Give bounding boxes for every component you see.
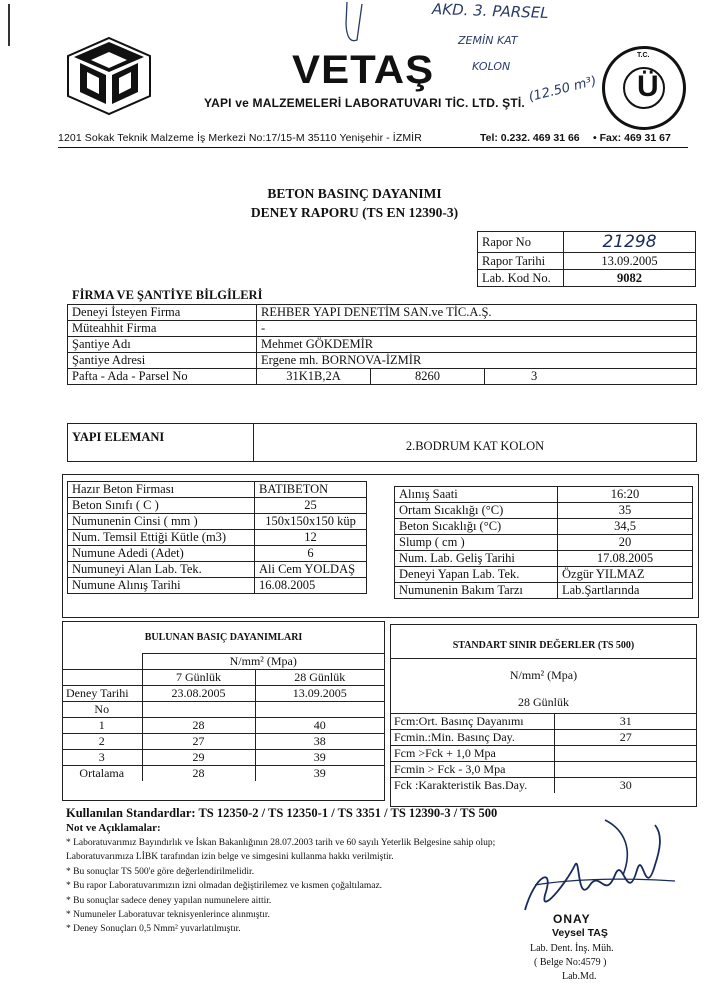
firm-row-label: Şantiye Adresi (68, 353, 257, 369)
handwritten-note-parcel: AKD. 3. PARSEL (431, 0, 549, 23)
col-28day-header: 28 Günlük (255, 670, 385, 686)
approver-name: Veysel TAŞ (552, 927, 608, 939)
table-row (62, 734, 385, 750)
company-fax: • Fax: 469 31 67 (593, 132, 671, 144)
col-7day-header: 7 Günlük (142, 670, 255, 686)
test-date-28: 13.09.2005 (255, 686, 385, 702)
standards-used: Kullanılan Standardlar: TS 12350-2 / TS 12350-1 / TS 3351 / TS 12390-3 / TS 500 (66, 806, 498, 820)
limits-table (390, 713, 697, 793)
firm-row-value: - (257, 321, 697, 337)
header-divider (58, 147, 688, 148)
concrete-label: Numunenin Cinsi ( mm ) (68, 514, 255, 530)
test-date-label: Deney Tarihi (62, 686, 142, 702)
limit-label: Fcm >Fck + 1,0 Mpa (390, 746, 554, 762)
firm-row-value: REHBER YAPI DENETİM SAN.ve TİC.A.Ş. (257, 305, 697, 321)
concrete-value: 16:20 (558, 487, 693, 503)
limit-value: 31 (554, 714, 697, 730)
table-row (390, 714, 697, 730)
firm-row-label: Şantiye Adı (68, 337, 257, 353)
concrete-value: Ali Cem YOLDAŞ (255, 562, 367, 578)
concrete-label: Slump ( cm ) (395, 535, 558, 551)
approval-title: ONAY (553, 912, 591, 926)
report-no-label: Rapor No (478, 232, 564, 253)
report-date-value: 13.09.2005 (564, 253, 696, 270)
signature (505, 815, 685, 925)
company-fullname: YAPI ve MALZEMELERİ LABORATUVARI TİC. LTD. ŞTİ. (204, 96, 525, 110)
table-row (390, 746, 697, 762)
report-date-label: Rapor Tarihi (478, 253, 564, 270)
strength-28day: 39 (255, 750, 385, 766)
concrete-label: Beton Sıcaklığı (°C) (395, 519, 558, 535)
parcel-label: Pafta - Ada - Parsel No (68, 369, 257, 385)
firm-section-heading: FİRMA VE ŞANTİYE BİLGİLERİ (72, 288, 263, 302)
concrete-value: 25 (255, 498, 367, 514)
report-info-table (477, 231, 696, 287)
vetas-cube-logo (66, 36, 152, 116)
strength-7day: 29 (142, 750, 255, 766)
pafta-value: 31K1B,2A (257, 369, 371, 385)
limits-title: STANDART SINIR DEĞERLER (TS 500) (452, 640, 635, 651)
sample-no: 3 (62, 750, 142, 766)
concrete-value: 6 (255, 546, 367, 562)
concrete-label: Numune Alınış Tarihi (68, 578, 255, 594)
report-no-value: 21298 (564, 232, 696, 253)
strength-table (62, 653, 385, 781)
concrete-label: Ortam Sıcaklığı (°C) (395, 503, 558, 519)
concrete-value: Özgür YILMAZ (558, 567, 693, 583)
firm-row-value: Mehmet GÖKDEMİR (257, 337, 697, 353)
concrete-label: Numuneyi Alan Lab. Tek. (68, 562, 255, 578)
strength-28day: 40 (255, 718, 385, 734)
concrete-label: Beton Sınıfı ( C ) (68, 498, 255, 514)
concrete-label: Hazır Beton Firması (68, 482, 255, 498)
firm-info-table (67, 304, 697, 385)
strength-28day: 38 (255, 734, 385, 750)
table-row (390, 730, 697, 746)
company-address: 1201 Sokak Teknik Malzeme İş Merkezi No:17/15-M 35110 Yenişehir - İZMİR (58, 132, 422, 144)
concrete-label: Alınış Saati (395, 487, 558, 503)
note-item: * Bu sonuçlar TS 500'e göre değerlendirilmelidir. (66, 866, 255, 877)
company-logo-text: VETAŞ (292, 48, 435, 92)
sample-no: 2 (62, 734, 142, 750)
limit-value (554, 746, 697, 762)
concrete-label: Numunenin Bakım Tarzı (395, 583, 558, 599)
strength-unit: N/mm² (Mpa) (142, 654, 385, 670)
concrete-value: 17.08.2005 (558, 551, 693, 567)
table-row (62, 718, 385, 734)
handwritten-note-floor: ZEMİN KAT (458, 34, 518, 47)
limit-value: 27 (554, 730, 697, 746)
firm-row-value: Ergene mh. BORNOVA-İZMİR (257, 353, 697, 369)
lab-code-value: 9082 (564, 270, 696, 287)
concrete-value: 20 (558, 535, 693, 551)
table-row (390, 778, 697, 794)
report-title-line1: BETON BASINÇ DAYANIMI (267, 186, 442, 201)
concrete-label: Num. Temsil Ettiği Kütle (m3) (68, 530, 255, 546)
concrete-label: Deneyi Yapan Lab. Tek. (395, 567, 558, 583)
approver-title: Lab. Dent. İnş. Müh. (530, 943, 614, 954)
scan-mark (8, 4, 10, 46)
ada-value: 8260 (371, 369, 485, 385)
concrete-left-table (67, 481, 367, 594)
limits-period: 28 Günlük (518, 695, 569, 709)
parsel-value: 3 (485, 369, 697, 385)
concrete-value: BATIBETON (255, 482, 367, 498)
table-row (62, 750, 385, 766)
note-item: * Bu rapor Laboratuvarımızın izni olmadan değiştirilemez ve kısmen çoğaltılamaz. (66, 881, 383, 892)
limit-label: Fcm:Ort. Basınç Dayanımı (390, 714, 554, 730)
average-7day: 28 (142, 766, 255, 782)
average-label: Ortalama (62, 766, 142, 782)
concrete-value: 12 (255, 530, 367, 546)
approver-role: Lab.Md. (562, 971, 597, 982)
note-item: * Numuneler Laboratuvar teknisyenlerince alınmıştır. (66, 910, 270, 921)
concrete-value: 35 (558, 503, 693, 519)
limit-value (554, 762, 697, 778)
concrete-label: Numune Adedi (Adet) (68, 546, 255, 562)
approver-certificate: ( Belge No:4579 ) (534, 957, 607, 968)
concrete-value: Lab.Şartlarında (558, 583, 693, 599)
handwritten-stroke (335, 0, 375, 50)
report-title-line2: DENEY RAPORU (TS EN 12390-3) (250, 205, 459, 220)
sample-no-label: No (62, 702, 142, 718)
element-value: 2.BODRUM KAT KOLON (405, 439, 545, 453)
notes-list (66, 836, 495, 937)
concrete-value: 34,5 (558, 519, 693, 535)
average-28day: 39 (255, 766, 385, 782)
limit-label: Fcmin > Fck - 3,0 Mpa (390, 762, 554, 778)
test-date-7: 23.08.2005 (142, 686, 255, 702)
ministry-seal: T.C. Ü (602, 46, 686, 130)
seal-top-text: T.C. (637, 52, 650, 59)
handwritten-note-volume: (12.50 m³) (527, 73, 599, 106)
handwritten-note-element: KOLON (472, 60, 511, 73)
strength-title: BULUNAN BASIÇ DAYANIMLARI (144, 632, 303, 643)
note-item: * Bu sonuçlar sadece deney yapılan numunelere aittir. (66, 895, 272, 906)
notes-title: Not ve Açıklamalar: (66, 822, 161, 834)
element-label: YAPI ELEMANI (72, 430, 165, 444)
note-item: * Deney Sonuçları 0,5 Nmm² yuvarlatılmıştır. (66, 924, 241, 935)
concrete-value: 150x150x150 küp (255, 514, 367, 530)
limits-unit: N/mm² (Mpa) (509, 668, 578, 682)
limit-label: Fck :Karakteristik Bas.Day. (390, 778, 554, 794)
note-item: Laboratuvarımıza LİBK tarafından izin belge ve simgesini kullanma hakkı verilmiştir. (66, 852, 394, 863)
company-phone: Tel: 0.232. 469 31 66 (480, 132, 580, 144)
firm-row-label: Deneyi İsteyen Firma (68, 305, 257, 321)
concrete-label: Num. Lab. Geliş Tarihi (395, 551, 558, 567)
limit-value: 30 (554, 778, 697, 794)
sample-no: 1 (62, 718, 142, 734)
strength-7day: 27 (142, 734, 255, 750)
concrete-value: 16.08.2005 (255, 578, 367, 594)
limit-label: Fcmin.:Min. Basınç Day. (390, 730, 554, 746)
note-item: * Laboratuvarımız Bayındırlık ve İskan Bakanlığının 28.07.2003 tarih ve 60 sayılı Yeterlik Belgesine sahip olup; (66, 838, 496, 848)
concrete-right-table (394, 486, 693, 599)
lab-code-label: Lab. Kod No. (478, 270, 564, 287)
table-row (390, 762, 697, 778)
strength-7day: 28 (142, 718, 255, 734)
firm-row-label: Müteahhit Firma (68, 321, 257, 337)
element-box (67, 423, 697, 462)
